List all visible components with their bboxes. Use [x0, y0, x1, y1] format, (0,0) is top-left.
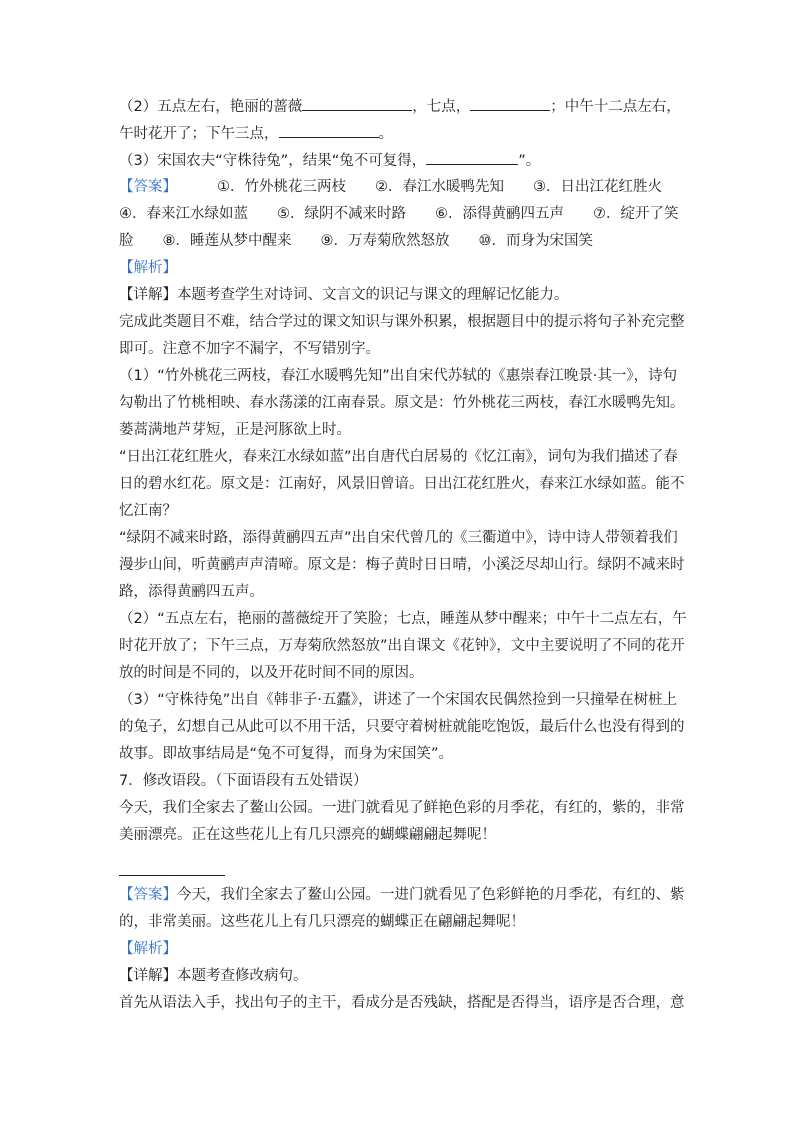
answer-line-2: [119, 204, 679, 224]
analysis-paragraph-line: 故事。即故事结局是“兔不可复得，而身为宋国笑”。: [119, 746, 454, 762]
answer-blank-line: [119, 875, 225, 876]
answer-tag: 【答案】: [119, 887, 177, 903]
analysis-paragraph-line: 完成此类题目不难，结合学过的课文知识与课外积累，根据题目中的提示将句子补充完整: [119, 314, 685, 330]
question-7-passage-line: 今天，我们全家去了鳌山公园。一进门就看见了鲜艳色彩的月季花，有红的，紫的，非常: [119, 800, 685, 816]
question-text: （2）五点左右，艳丽的蔷薇: [119, 99, 303, 115]
question-2-line-1: [119, 96, 679, 117]
question-text: 午时花开了；下午三点，: [119, 126, 279, 142]
answer-text: ①．竹外桃花三两枝 ②．春江水暖鸭先知 ③．日出江花红胜火: [217, 179, 662, 195]
answer-tag: 【答案】: [119, 179, 177, 195]
analysis-paragraph-line: 时花开放了；下午三点，万寿菊欣然怒放”出自课文《花钟》，文中主要说明了不同的花开: [119, 638, 685, 654]
question-text: ”。: [518, 153, 541, 169]
answer-line-1: [119, 177, 679, 197]
question-text: 。: [378, 126, 393, 142]
analysis-paragraph-line: “日出江花红胜火，春来江水绿如蓝”出自唐代白居易的《忆江南》，词句为我们描述了春: [119, 449, 678, 465]
analysis-paragraph-line: （2）“五点左右，艳丽的蔷薇绽开了笑脸；七点，睡莲从梦中醒来；中午十二点左右，午: [119, 611, 687, 627]
analysis-paragraph-line: 漫步山间，听黄鹂声声清啼。原文是：梅子黄时日日晴，小溪泛尽却山行。绿阴不减来时: [119, 557, 685, 573]
analysis-tag: 【解析】: [119, 260, 177, 276]
answer-blank: [470, 96, 550, 111]
analysis-paragraph-line: 路，添得黄鹂四五声。: [119, 584, 264, 600]
question-7-passage-line: 美丽漂亮。正在这些花儿上有几只漂亮的蝴蝶翩翩起舞呢！: [119, 827, 496, 843]
detail-heading: 【详解】本题考查修改病句。: [119, 968, 308, 984]
answer-text: 的，非常美丽。这些花儿上有几只漂亮的蝴蝶正在翩翩起舞呢！: [119, 914, 525, 930]
answer-blank: [426, 150, 518, 165]
answer-blank: [302, 96, 412, 111]
answer-2-line-1: [119, 885, 685, 905]
question-text: ，七点，: [412, 99, 471, 115]
analysis-tag: 【解析】: [119, 941, 177, 957]
question-text: （3）宋国农夫“守株待兔”，结果“兔不可复得，: [119, 153, 427, 169]
question-2-line-2: [119, 123, 679, 144]
answer-text: 脸 ⑧．睡莲从梦中醒来 ⑨．万寿菊欣然怒放 ⑩．而身为宋国笑: [119, 233, 593, 249]
analysis-paragraph-line: （1）“竹外桃花三两枝，春江水暖鸭先知”出自宋代苏轼的《惠崇春江晚景·其一》，诗句: [119, 368, 678, 384]
analysis-paragraph-line: 蒌蒿满地芦芽短，正是河豚欲上时。: [119, 422, 351, 438]
analysis-paragraph-line: 的兔子，幻想自己从此可以不用干活，只要守着树桩就能吃饱饭，最后什么也没有得到的: [119, 719, 685, 735]
analysis-paragraph-line: 勾勒出了竹桃相映、春水荡漾的江南春景。原文是：竹外桃花三两枝，春江水暖鸭先知。: [119, 395, 685, 411]
analysis-paragraph-line: 放的时间是不同的，以及开花时间不同的原因。: [119, 665, 424, 681]
analysis-paragraph-line: 即可。注意不加字不漏字，不写错别字。: [119, 341, 380, 357]
question-3-line: [119, 150, 679, 171]
question-text: ；中午十二点左右，: [550, 99, 681, 115]
answer-line-3: [119, 231, 679, 251]
analysis-paragraph-line: 首先从语法入手，找出句子的主干，看成分是否残缺，搭配是否得当，语序是否合理，意: [119, 995, 685, 1011]
detail-heading: 【详解】本题考查学生对诗词、文言文的识记与课文的理解记忆能力。: [119, 287, 569, 303]
analysis-paragraph-line: （3）“守株待兔”出自《韩非子·五蠹》，讲述了一个宋国农民偶然捡到一只撞晕在树桩上: [119, 692, 678, 708]
answer-text: 今天，我们全家去了鳌山公园。一进门就看见了色彩鲜艳的月季花，有红的、紫: [177, 887, 685, 903]
analysis-paragraph-line: 忆江南？: [119, 503, 177, 519]
answer-blank: [279, 123, 379, 138]
question-7-title: 7．修改语段。（下面语段有五处错误）: [119, 773, 368, 789]
answer-text: ④．春来江水绿如蓝 ⑤．绿阴不减来时路 ⑥．添得黄鹂四五声 ⑦．绽开了笑: [119, 206, 679, 222]
analysis-paragraph-line: 日的碧水红花。原文是：江南好，风景旧曾谙。日出江花红胜火，春来江水绿如蓝。能不: [119, 476, 685, 492]
analysis-paragraph-line: “绿阴不减来时路，添得黄鹂四五声”出自宋代曾几的《三衢道中》，诗中诗人带领着我们: [119, 530, 678, 546]
